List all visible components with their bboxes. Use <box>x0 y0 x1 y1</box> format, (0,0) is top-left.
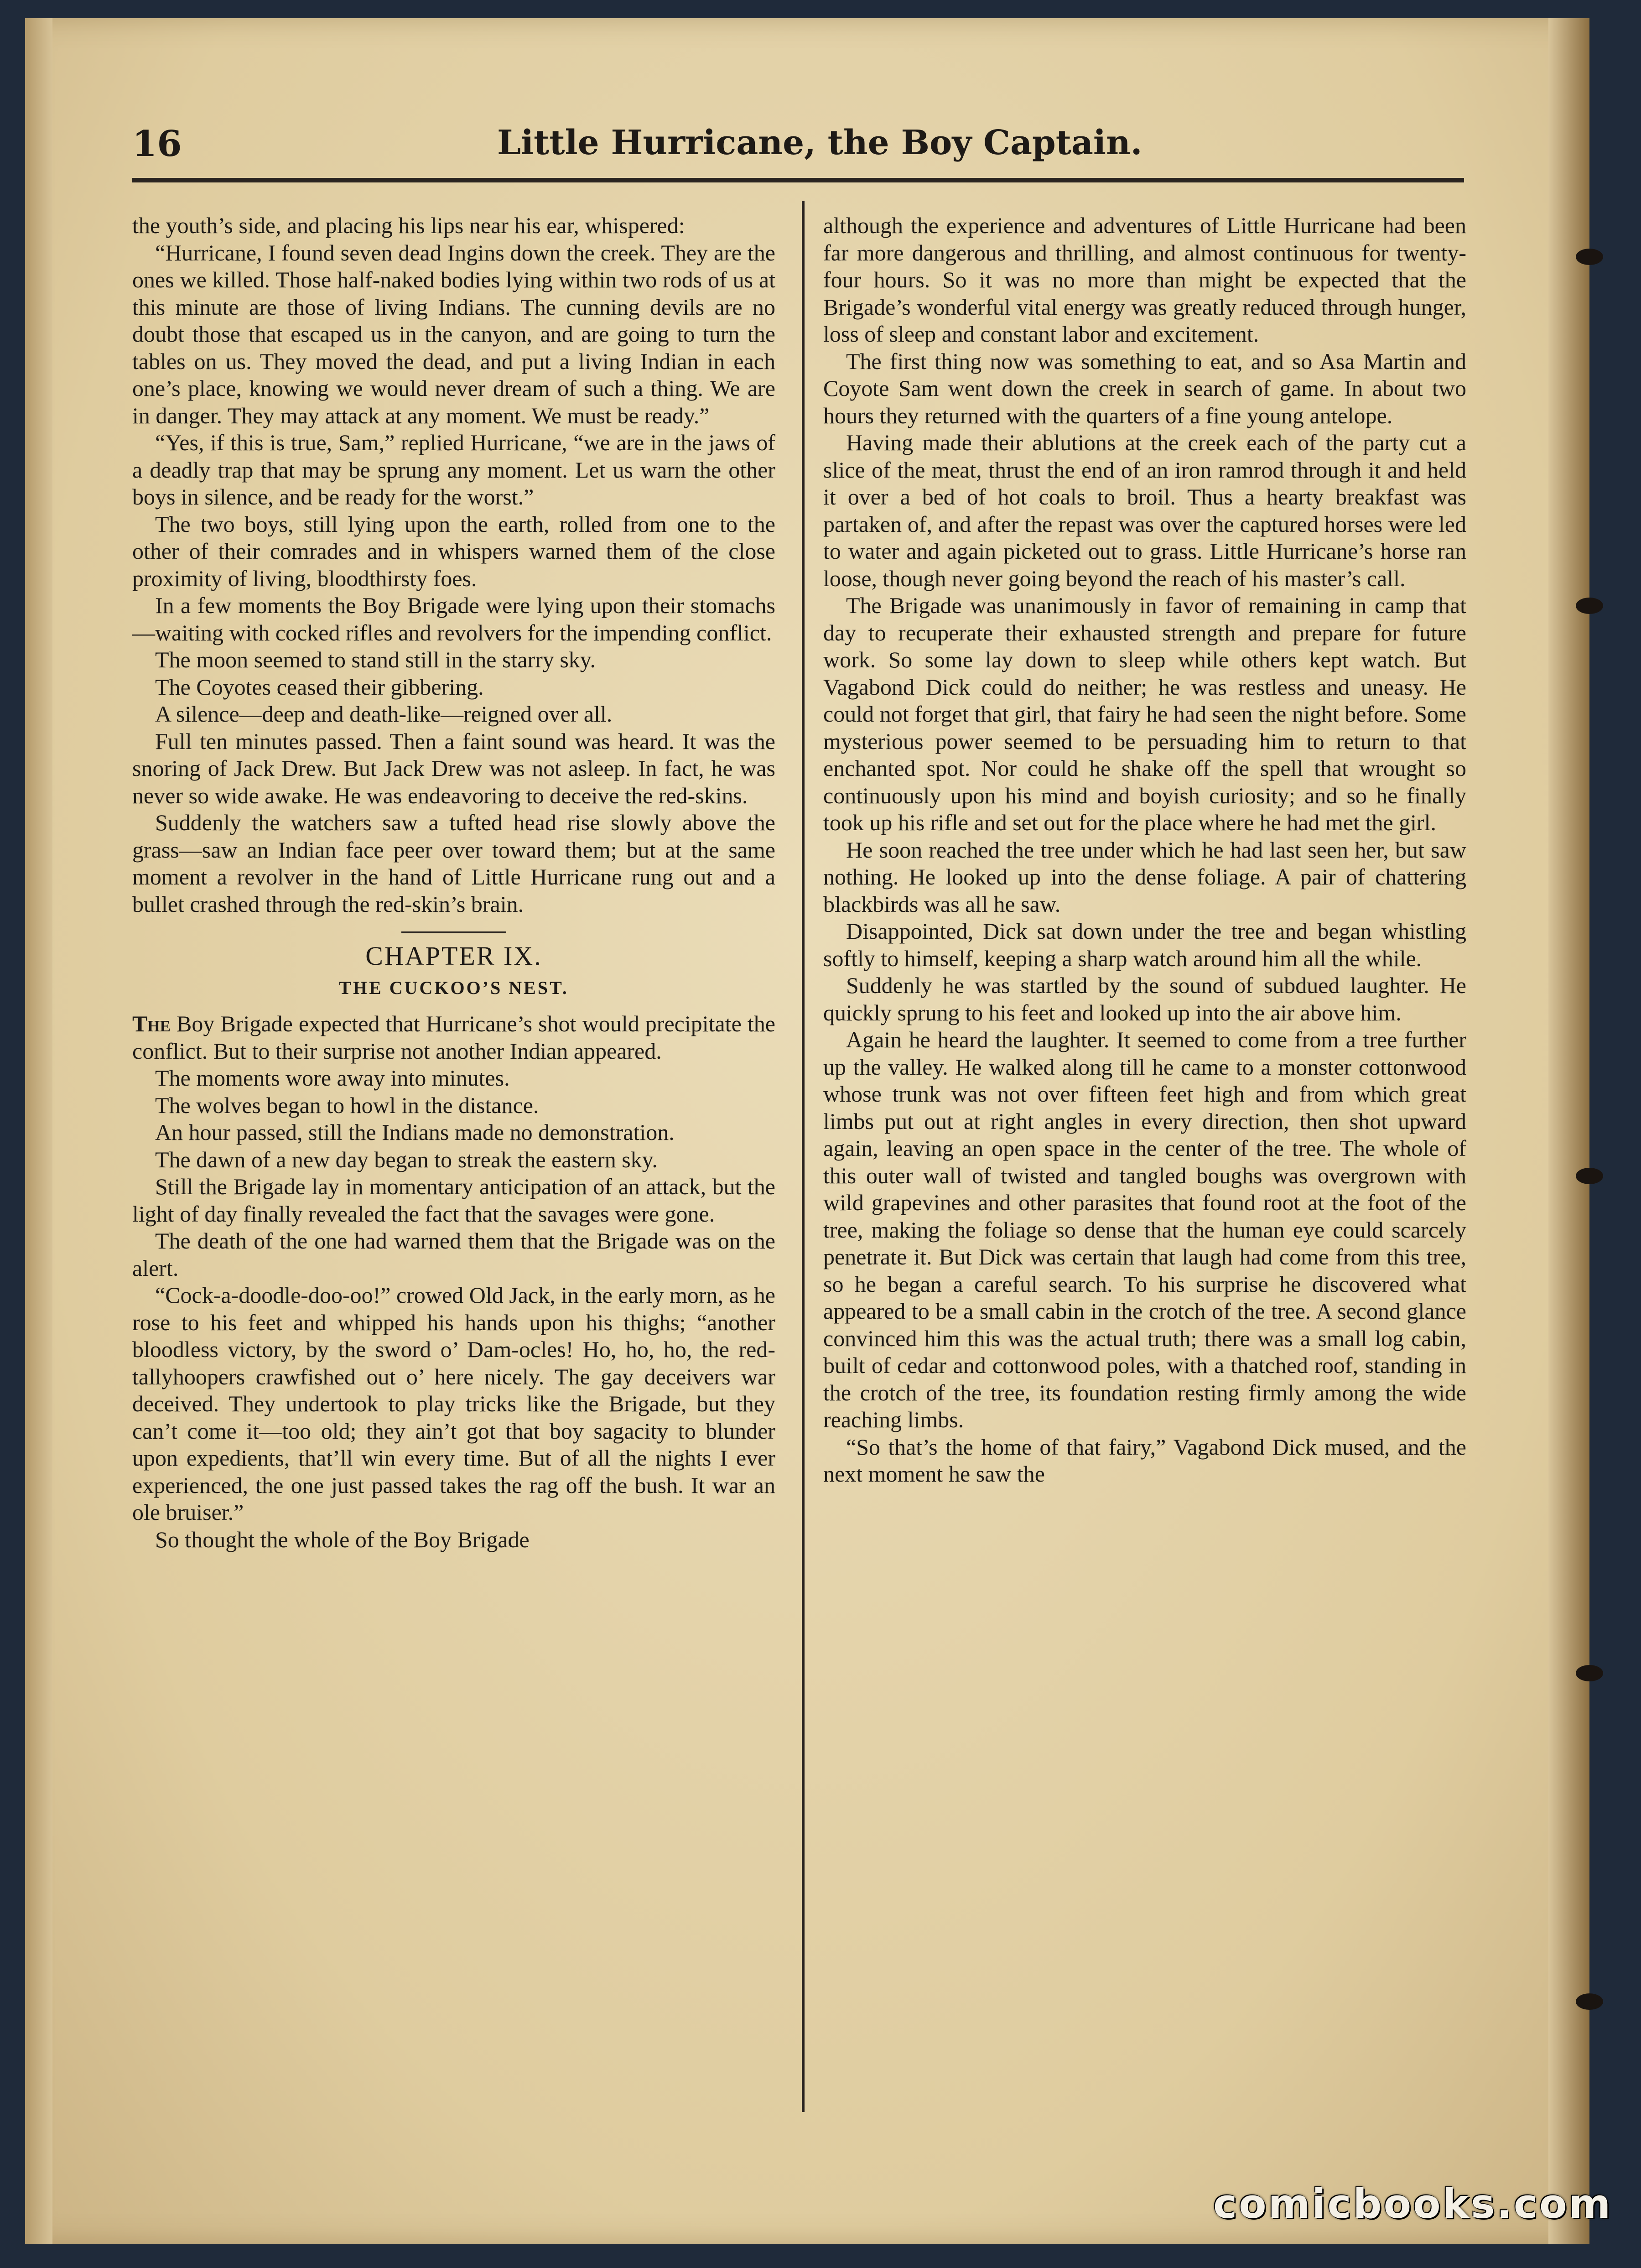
binding-stitch <box>1576 1665 1603 1681</box>
paragraph: “Yes, if this is true, Sam,” replied Hurricane, “we are in the jaws of a deadly trap that may be sprung any moment. Let us warn the other boys in silence, and be ready for the worst.” <box>132 430 775 510</box>
watermark: comicbooks.com <box>1213 2180 1613 2227</box>
paragraph: So thought the whole of the Boy Brigade <box>155 1526 530 1552</box>
paragraph: The two boys, still lying upon the earth, rolled from one to the other of their comrades and in whispers warned them of the close proximity of living, bloodthirsty foes. <box>132 511 775 591</box>
chapter-first-paragraph-text: Boy Brigade expected that Hurricane’s shot would precipitate the conflict. But to their surprise not another Indian appeared. <box>132 1011 775 1064</box>
page-edge-right <box>1548 18 1589 2244</box>
chapter-subtitle: THE CUCKOO’S NEST. <box>339 977 569 998</box>
paragraph: Still the Brigade lay in momentary anticipation of an attack, but the light of day finally revealed the fact that the savages were gone. <box>132 1174 775 1227</box>
paragraph: “Cock-a-doodle-doo-oo!” crowed Old Jack, in the early morn, as he rose to his feet and whipped his hands upon his thighs; “another bloodless victory, by the sword o’ Dam-ocles! Ho, ho, ho, the red-tallyhoopers crawfished out o’ here nicely. The gay deceivers war deceived. They undertook to play tricks like the Brigade, but they can’t come it—too old; they ain’t got that boy sagacity to blunder upon expedients, that’ll win every time. But of all the nights I ever experienced, the one just passed takes the rag off the bush. It war an ole bruiser.” <box>132 1282 775 1525</box>
paragraph: The first thing now was something to eat, and so Asa Martin and Coyote Sam went down the creek in search of game. In about two hours they returned with the quarters of a fine young antelope. <box>823 348 1466 428</box>
chapter-divider <box>401 931 506 933</box>
paragraph: “Hurricane, I found seven dead Ingins down the creek. They are the ones we killed. Those half-naked bodies lying within two rods of us at this minute are those of living Indians. The cunning devils are no doubt those that escaped us in the canyon, and are going to turn the tables on us. They moved the dead, and put a living Indian in each one’s place, knowing we would never dream of such a thing. We are in danger. They may attack at any moment. We must be ready.” <box>132 239 775 428</box>
left-column-after-chapter <box>132 1065 775 1553</box>
page-number: 16 <box>132 123 182 165</box>
paragraph: Disappointed, Dick sat down under the tree and began whistling softly to himself, keeping a sharp watch around him all the while. <box>823 918 1466 971</box>
paragraph: Having made their ablutions at the creek each of the party cut a slice of the meat, thrust the end of an iron ramrod through it and held it over a bed of hot coals to broil. Thus a hearty breakfast was partaken of, and after the repast was over the captured horses were led to water and again picketed out to grass. Little Hurricane’s horse ran loose, though never going beyond the reach of his master’s call. <box>823 430 1466 591</box>
chapter-lead-word: The <box>132 1011 171 1036</box>
paragraph: Full ten minutes passed. Then a faint sound was heard. It was the snoring of Jack Drew. But Jack Drew was not asleep. In fact, he was never so wide awake. He was endeavoring to deceive the red-skins. <box>132 728 775 808</box>
right-column-paragraphs <box>823 212 1466 1488</box>
paragraph: A silence—deep and death-like—reigned over all. <box>155 701 613 727</box>
paragraph: The wolves began to howl in the distance. <box>155 1092 539 1118</box>
chapter-first-paragraph <box>132 1010 775 1065</box>
left-column-paragraphs <box>132 212 775 918</box>
paragraph: The Brigade was unanimously in favor of remaining in camp that day to recuperate their exhausted strength and prepare for future work. So some lay down to sleep while others kept watch. But Vagabond Dick could do neither; he was restless and uneasy. He could not forget that girl, that fairy he had seen the night before. Some mysterious power seemed to be persuading him to return to that enchanted spot. Nor could he shake off the spell that wrought so continuously upon his mind and boyish curiosity; and so he finally took up his rifle and set out for the place where he had met the girl. <box>823 593 1466 835</box>
paragraph: although the experience and adventures of Little Hurricane had been far more dangerous and thrilling, and almost continuous for twenty-four hours. So it was no more than might be expected that the Brigade’s wonderful vital energy was greatly reduced through hunger, loss of sleep and constant labor and excitement. <box>823 213 1466 347</box>
paragraph: In a few moments the Boy Brigade were lying upon their stomachs—waiting with cocked rifles and revolvers for the impending conflict. <box>132 593 775 645</box>
left-column <box>132 212 775 1553</box>
chapter-title: CHAPTER IX. <box>365 941 542 971</box>
paragraph: the youth’s side, and placing his lips near his ear, whispered: <box>132 213 685 238</box>
binding-stitch <box>1576 249 1603 265</box>
paragraph: Again he heard the laughter. It seemed to come from a tree further up the valley. He walked along till he came to a monster cottonwood whose trunk was not over fifteen feet high and from which great limbs put out at right angles in every direction, then shot upward again, leaving an open space in the center of the tree. The whole of this outer wall of twisted and tangled boughs was overgrown with wild grapevines and other parasites that found root at the foot of the tree, making the foliage so dense that the human eye could scarcely penetrate it. But Dick was certain that laugh had come from this tree, so he began a careful search. To his surprise he discovered what appeared to be a small cabin in the crotch of the tree. A second glance convinced him this was the actual truth; there was a small log cabin, built of cedar and cottonwood poles, with a thatched roof, standing in the crotch of the tree, its foundation resting firmly among the wide reaching limbs. <box>823 1027 1466 1432</box>
right-column <box>823 212 1466 1488</box>
paragraph: The death of the one had warned them that the Brigade was on the alert. <box>132 1228 775 1281</box>
page-edge-left <box>25 18 52 2244</box>
paragraph: The moments wore away into minutes. <box>155 1065 510 1091</box>
paragraph: Suddenly the watchers saw a tufted head rise slowly above the grass—saw an Indian face peer over toward them; but at the same moment a revolver in the hand of Little Hurricane rung out and a bullet crashed through the red-skin’s brain. <box>132 810 775 917</box>
paragraph: The dawn of a new day began to streak the eastern sky. <box>155 1146 658 1172</box>
running-title: Little Hurricane, the Boy Captain. <box>497 123 1142 162</box>
paragraph: The Coyotes ceased their gibbering. <box>155 674 484 700</box>
binding-stitch <box>1576 598 1603 614</box>
paragraph: An hour passed, still the Indians made no demonstration. <box>155 1119 675 1145</box>
paragraph: “So that’s the home of that fairy,” Vagabond Dick mused, and the next moment he saw the <box>823 1434 1466 1487</box>
paragraph: The moon seemed to stand still in the starry sky. <box>155 647 596 672</box>
running-header <box>132 123 1464 182</box>
binding-stitch <box>1576 1993 1603 2010</box>
column-divider <box>802 201 805 2112</box>
binding-stitch <box>1576 1168 1603 1184</box>
paragraph: Suddenly he was startled by the sound of subdued laughter. He quickly sprung to his feet and looked up into the air above him. <box>823 973 1466 1025</box>
paragraph: He soon reached the tree under which he had last seen her, but saw nothing. He looked up into the dense foliage. A pair of chattering blackbirds was all he saw. <box>823 837 1466 917</box>
